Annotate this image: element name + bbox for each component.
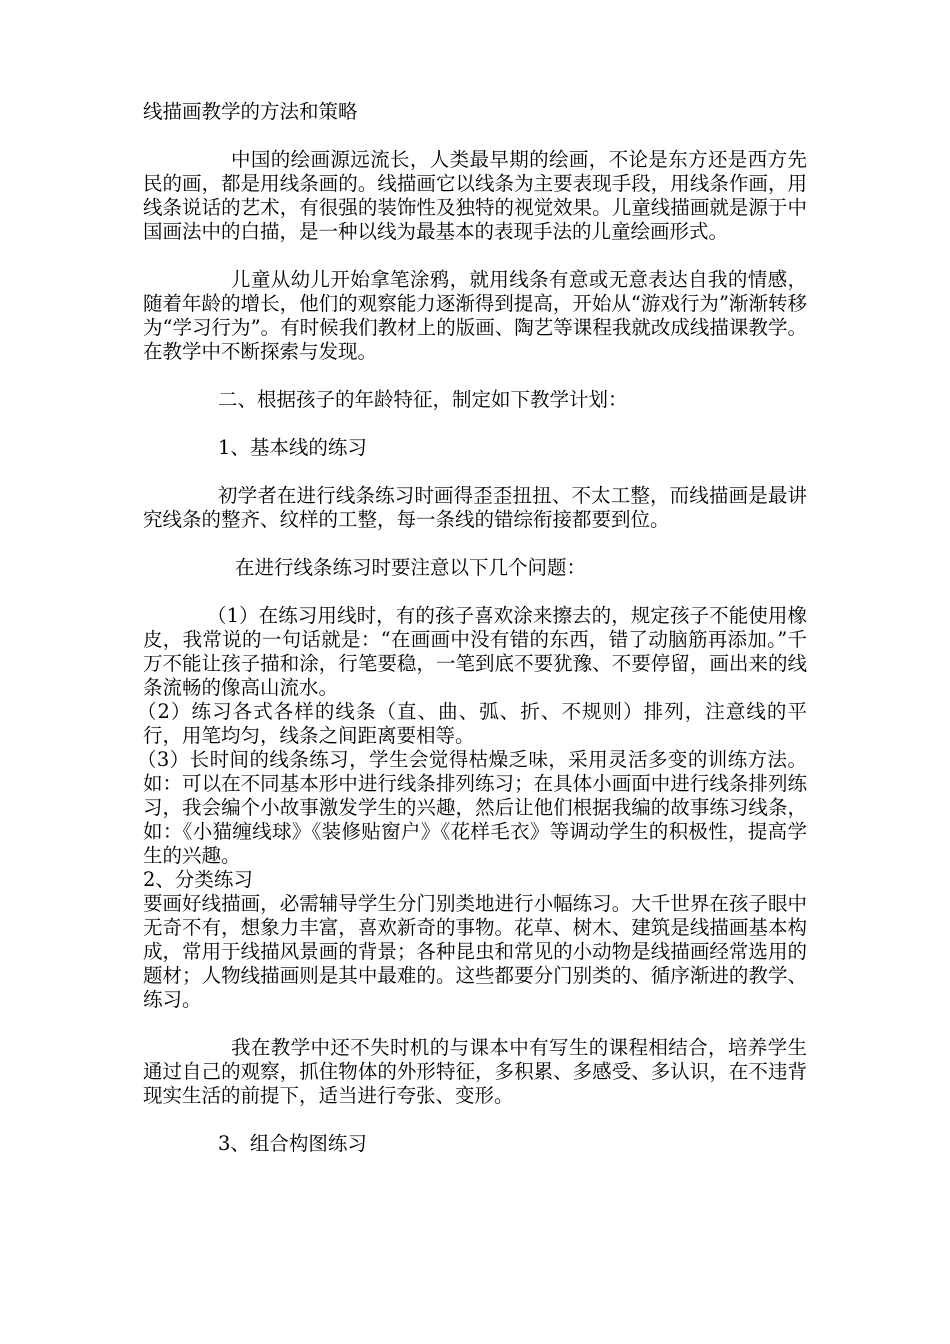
section-heading-2: 二、根据孩子的年龄特征，制定如下教学计划： [218,388,628,411]
document-body [137,100,807,1156]
paragraph-classified-practice: 要画好线描画，必需辅导学生分门别类地进行小幅练习。大千世界在孩子眼中无奇不有，想象力丰富，喜欢新奇的事物。花草、树木、建筑是线描画基本构成，常用于线描风景画的背景；各种昆虫和常见的小动物是线描画经常选用的题材；人物线描画则是其中最难的。这些都要分门别类的、循序渐进的教学、练习。 [143,892,807,1011]
subsection-heading-composition: 3、组合构图练习 [218,1132,367,1155]
paragraph-notes-intro: 在进行线条练习时要注意以下几个问题： [235,556,587,579]
document-title: 线描画教学的方法和策略 [143,100,358,123]
list-item-2: （2）练习各式各样的线条（直、曲、弧、折、不规则）排列，注意线的平行，用笔均匀，线条之间距离要相等。 [137,700,807,747]
paragraph-beginners: 初学者在进行线条练习时画得歪歪扭扭、不太工整，而线描画是最讲究线条的整齐、纹样的工整，每一条线的错综衔接都要到位。 [143,484,807,531]
paragraph-children-drawing: 儿童从幼儿开始拿笔涂鸦，就用线条有意或无意表达自我的情感，随着年龄的增长，他们的观察能力逐渐得到提高，开始从“游戏行为”渐渐转移为“学习行为”。有时候我们教材上的版画、陶艺等课程我就改成线描课教学。在教学中不断探索与发现。 [143,268,807,363]
list-item-1: （1）在练习用线时，有的孩子喜欢涂来擦去的，规定孩子不能使用橡皮，我常说的一句话就是：“在画画中没有错的东西，错了动脑筋再添加。”千万不能让孩子描和涂，行笔要稳，一笔到底不要犹豫、不要停留，画出来的线条流畅的像高山流水。 [143,604,807,699]
subsection-heading-basic-lines: 1、基本线的练习 [218,436,367,459]
paragraph-sketching: 我在教学中还不失时机的与课本中有写生的课程相结合，培养学生通过自己的观察，抓住物体的外形特征，多积累、多感受、多认识，在不违背现实生活的前提下，适当进行夸张、变形。 [143,1036,807,1107]
subsection-heading-classified: 2、分类练习 [143,868,253,891]
list-item-3: （3）长时间的线条练习，学生会觉得枯燥乏味，采用灵活多变的训练方法。如：可以在不同基本形中进行线条排列练习；在具体小画面中进行线条排列练习，我会编个小故事激发学生的兴趣，然后让他们根据我编的故事练习线条，如：《小猫缠线球》《装修贴窗户》《花样毛衣》等调动学生的积极性，提高学生的兴趣。 [137,748,807,867]
paragraph-intro: 中国的绘画源远流长，人类最早期的绘画，不论是东方还是西方先民的画，都是用线条画的。线描画它以线条为主要表现手段，用线条作画，用线条说话的艺术，有很强的装饰性及独特的视觉效果。儿童线描画就是源于中国画法中的白描，是一种以线为最基本的表现手法的儿童绘画形式。 [143,148,807,243]
